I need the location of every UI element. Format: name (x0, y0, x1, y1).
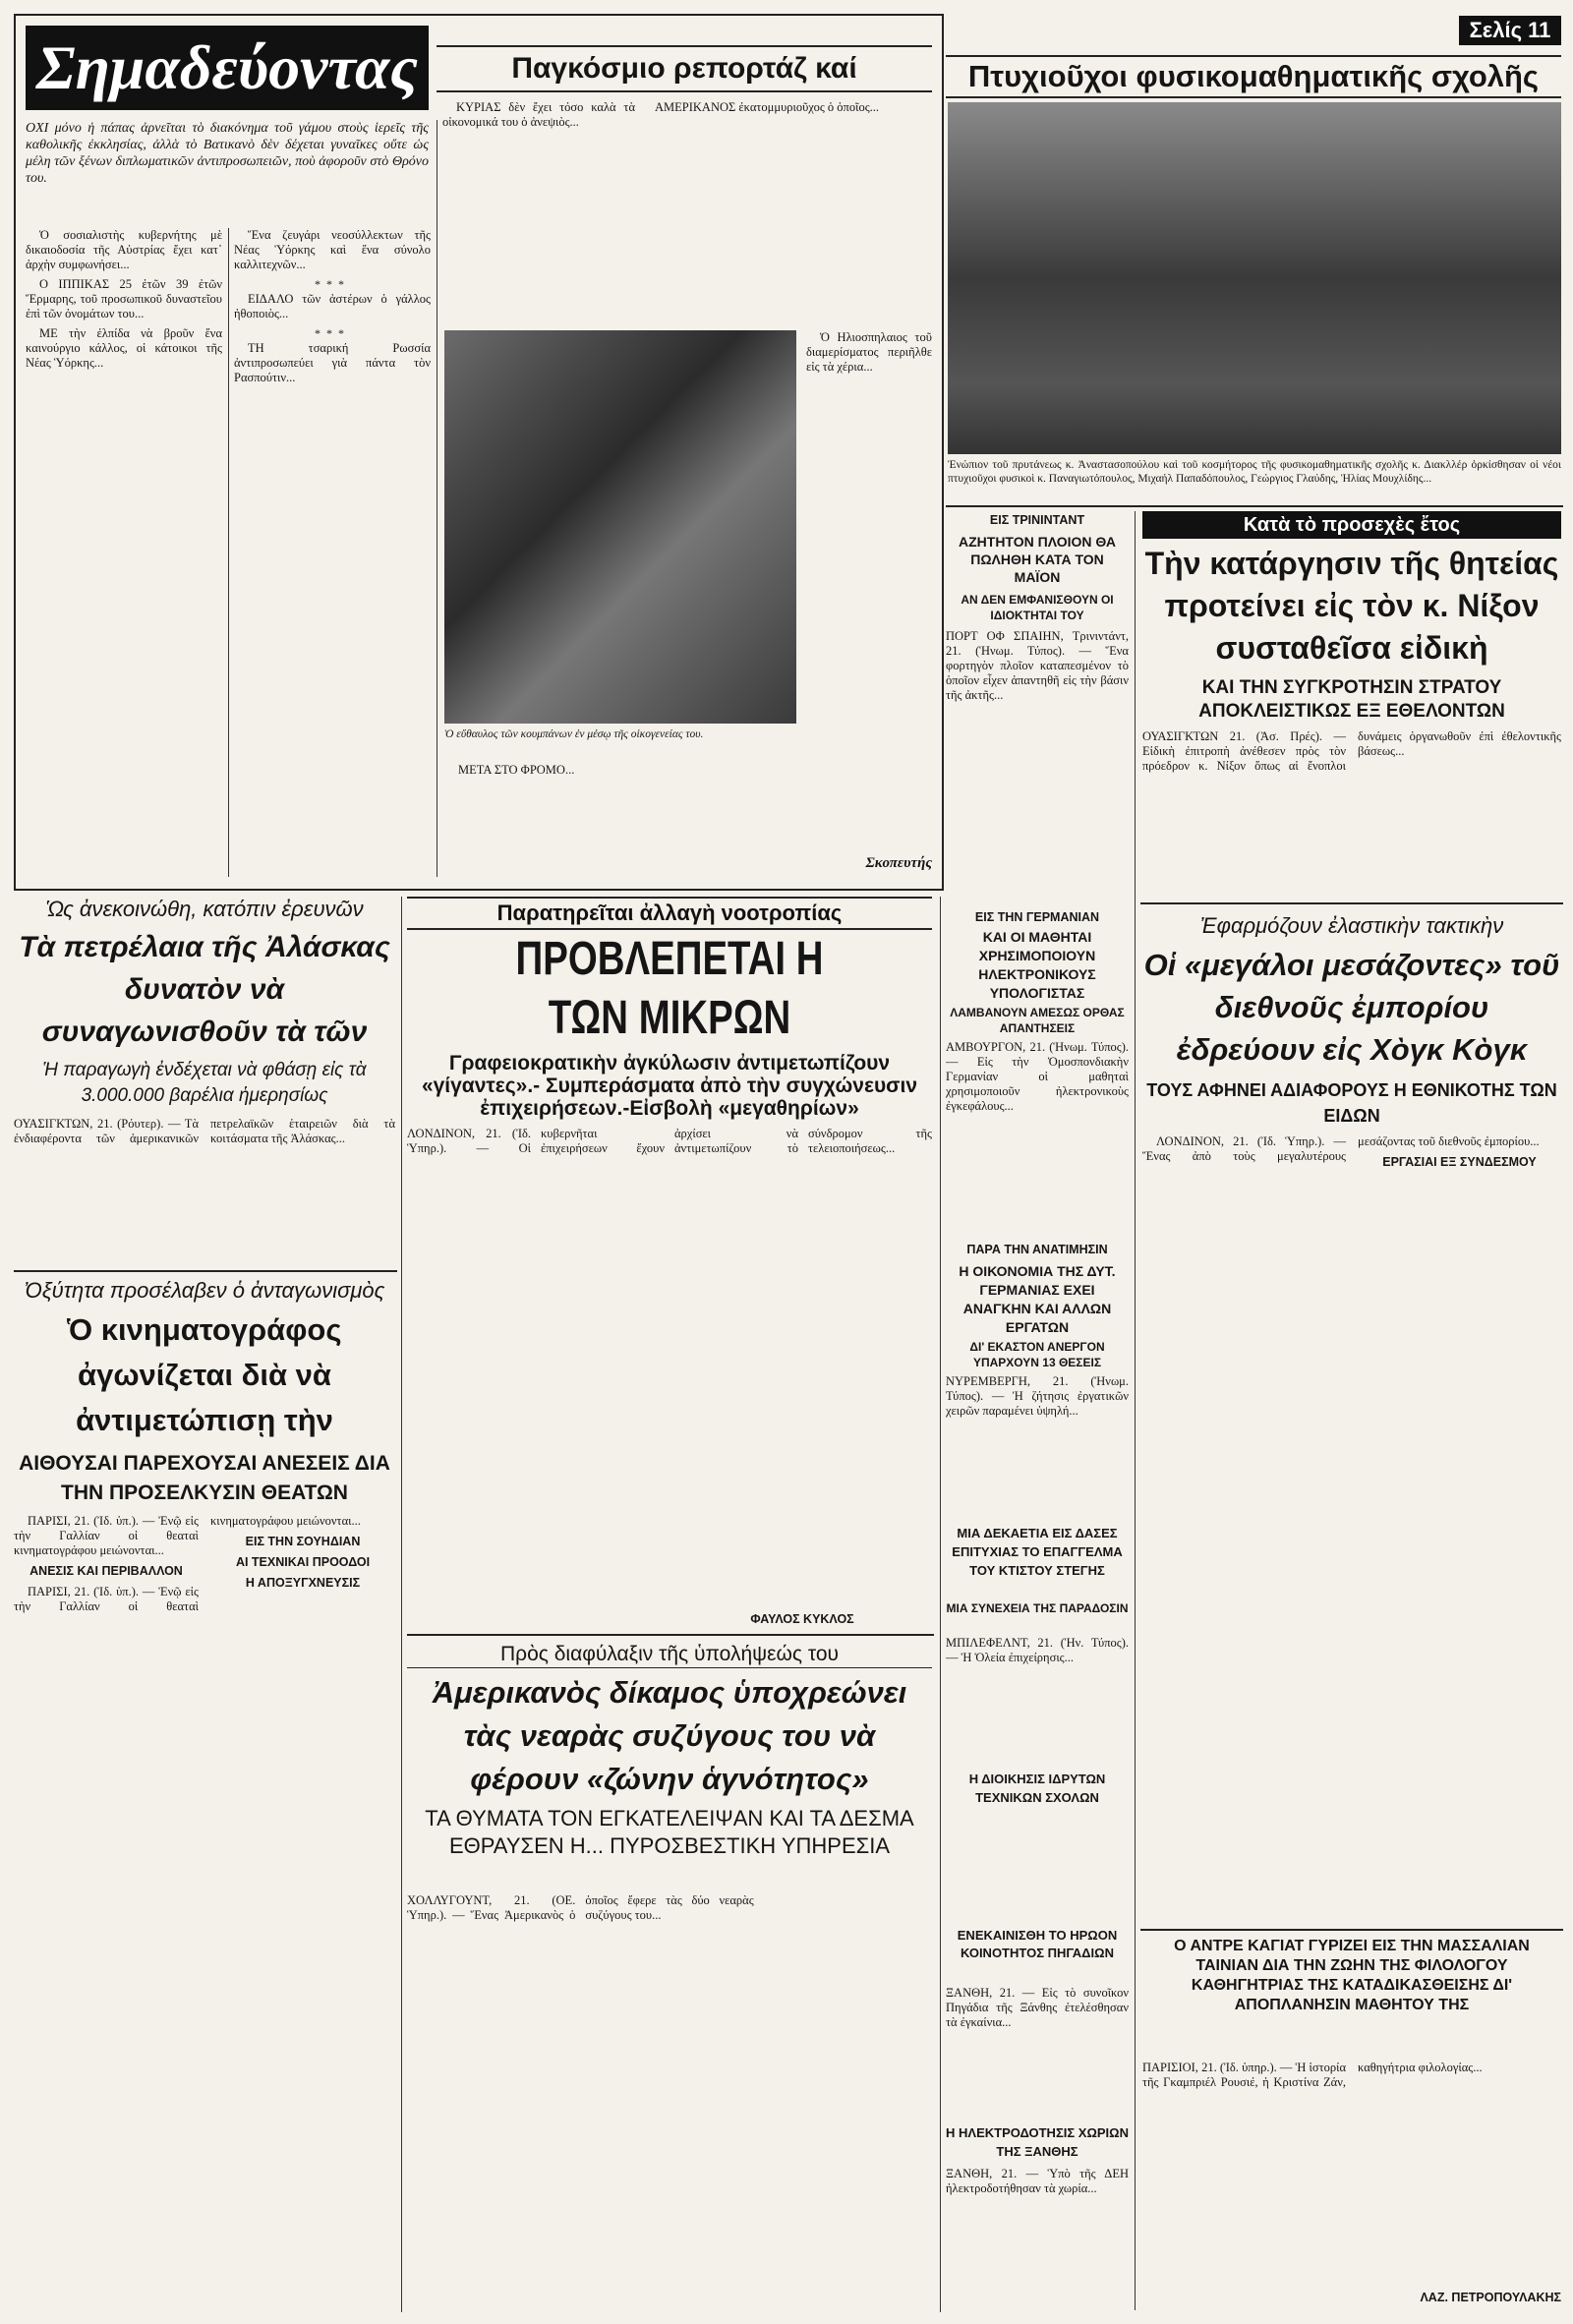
hongkong-body (1142, 1134, 1561, 1921)
electrification-headline: Η ΗΛΕΚΤΡΟΔΟΤΗΣΙΣ ΧΩΡΙΩΝ ΤΗΣ ΞΑΝΘΗΣ (946, 2125, 1129, 2159)
graduates-caption: Ἐνώπιον τοῦ πρυτάνεως κ. Ἀναστασοπούλου καὶ τοῦ κοσμήτορος τῆς φυσικομαθηματικῆς σχολῆς κ. Διακλλέρ ὁρκίσθησαν οἱ νέοι πτυχιοῦχοι φυσικοὶ κ. Παναγιωτόπουλος, Μιχαήλ Παπαδόπουλος, Γεώργιος Γλαύδης, Ἡλίας Μουχλίδης... (948, 459, 1561, 485)
monument-body: ΞΑΝΘΗ, 21. — Εἰς τὸ συνοῖκον Πηγάδια τῆς Ξάνθης ἐτελέσθησαν τὰ ἐγκαίνια... (946, 1986, 1129, 2029)
column-lead (26, 120, 429, 222)
column-col2 (234, 228, 431, 877)
column-col4 (641, 100, 932, 326)
family-photo (444, 330, 796, 724)
column-col6 (444, 763, 796, 857)
column-col3 (442, 100, 635, 326)
cinema-body-text: ΠΑΡΙΣΙ, 21. (Ἰδ. ὑπ.). — Ἐνῷ εἰς τὴν Γαλλίαν οἱ θεαταὶ κινηματογράφου μειώνονται... (14, 1514, 361, 1613)
column-col5 (806, 330, 932, 877)
business-subhead: Γραφειοκρατικὴν ἀγκύλωσιν ἀντιμετωπίζουν «γίγαντες».- Συμπεράσματα ἀπὸ τὴν συγχώνευσιν ἐπιχειρήσεων.-Εἰσβολὴ «μεγαθηρίων» (421, 1052, 918, 1120)
business-body: ΛΟΝΔΙΝΟΝ, 21. (Ἰδ. Ὑπηρ.). — Οἱ κυβερνῆται ἐπιχειρήσεων ἔχουν ἀρχίσει νὰ ἀντιμετωπίζουν τὸ σύνδρομον τῆς τελειοποιήσεως... (407, 1127, 932, 1155)
chastity-kicker: Πρὸς διαφύλαξιν τῆς ὑπολήψεώς του (407, 1642, 932, 1668)
germany-headline: ΚΑΙ ΟΙ ΜΑΘΗΤΑΙ ΧΡΗΣΙΜΟΠΟΙΟΥΝ ΗΛΕΚΤΡΟΝΙΚΟΥΣ ΥΠΟΛΟΓΙΣΤΑΣ (978, 929, 1096, 1001)
cinema-headline: Ὁ κινηματογράφος ἀγωνίζεται διὰ νὰ ἀντιμετώπισῃ τὴν (67, 1312, 342, 1437)
trinidad-body: ΠΟΡΤ ΟΦ ΣΠΑΙΗΝ, Τρινιντάντ, 21. (Ἡνωμ. Τύπος). — Ἕνα φορτηγὸν πλοῖον καταπεσμένον τὸ ὁποῖον εἶχεν ἀπαντηθῆ εἰς τὴν βάσιν τῆς ἀκτῆς... (946, 629, 1129, 702)
cinema-section-2: ΑΙ ΤΕΧΝΙΚΑΙ ΠΡΟΟΔΟΙ (235, 1555, 371, 1569)
column-para: ΜΕ τὴν ἐλπίδα νὰ βροῦν ἕνα καινούργιο κάλλος, οἱ κάτοικοι τῆς Νέας Ὑόρκης... (26, 326, 222, 370)
hongkong-body-text: ΛΟΝΔΙΝΟΝ, 21. (Ἰδ. Ὑπηρ.). — Ἕνας ἀπὸ τοὺς μεγαλυτέρους μεσάζοντας τοῦ διεθνοῦς ἐμπορίου... (1142, 1134, 1540, 1163)
germany-subhead-2: ΔΙ' ΕΚΑΣΤΟΝ ΑΝΕΡΓΟΝ ΥΠΑΡΧΟΥΝ 13 ΘΕΣΕΙΣ (969, 1340, 1105, 1369)
page-label: Σελίς 11 (1459, 16, 1561, 45)
roofer-headline: ΜΙΑ ΔΕΚΑΕΤΙΑ ΕΙΣ ΔΑΣΕΣ ΕΠΙΤΥΧΙΑΣ ΤΟ ΕΠΑΓΓΕΛΜΑ ΤΟΥ ΚΤΙΣΤΟΥ ΣΤΕΓΗΣ (952, 1526, 1123, 1578)
cinema-kicker: Ὀξύτητα προσέλαβεν ὁ ἀνταγωνισμὸς (24, 1278, 385, 1303)
massalia-headline: Ο ΑΝΤΡΕ ΚΑΓΙΑΤ ΓΥΡΙΖΕΙ ΕΙΣ ΤΗΝ ΜΑΣΣΑΛΙΑΝ ΤΑΙΝΙΑΝ ΔΙΑ ΤΗΝ ΖΩΗΝ ΤΗΣ ΦΙΛΟΛΟΓΟΥ ΚΑΘΗΓΗΤΡΙΑΣ ΤΗΣ ΚΑΤΑΔΙΚΑΣΘΕΙΣΗΣ ΔΙ' ΑΠΟΠΛΑΝΗΣΙΝ ΜΑΘΗΤΟΥ ΤΗΣ (1174, 1938, 1530, 2013)
business-kicker: Παρατηρεῖται ἀλλαγὴ νοοτροπίας (407, 897, 932, 930)
germany-headline-2: Η ΟΙΚΟΝΟΜΙΑ ΤΗΣ ΔΥΤ. ΓΕΡΜΑΝΙΑΣ ΕΧΕΙ ΑΝΑΓΚΗΝ ΚΑΙ ΑΛΛΩΝ ΕΡΓΑΤΩΝ (959, 1263, 1116, 1335)
roofer-body: ΜΠΙΛΕΦΕΛΝΤ, 21. (Ἡν. Τύπος). — Ἡ Ὁλεία ἐπιχείρησις... (946, 1636, 1129, 1664)
family-photo-caption: Ὁ εὔθαυλος τῶν κουμπάνων ἐν μέσῳ τῆς οἰκογενείας του. (444, 728, 704, 740)
nixon-kicker: Κατὰ τὸ προσεχὲς ἔτος (1142, 511, 1561, 539)
trinidad-subhead: ΑΝ ΔΕΝ ΕΜΦΑΝΙΣΘΟΥΝ ΟΙ ΙΔΙΟΚΤΗΤΑΙ ΤΟΥ (961, 593, 1114, 622)
hongkong-subhead: ΤΟΥΣ ΑΦΗΝΕΙ ΑΔΙΑΦΟΡΟΥΣ Η ΕΘΝΙΚΟΤΗΣ ΤΩΝ ΕΙΔΩΝ (1146, 1080, 1557, 1126)
electrification-body: ΞΑΝΘΗ, 21. — Ὑπὸ τῆς ΔΕΗ ἠλεκτροδοτήθησαν τὰ χωρία... (946, 2167, 1129, 2195)
cinema-section-3: Η ΑΠΟΞΥΓΧΝΕΥΣΙΣ (245, 1576, 361, 1590)
germany-body-2: ΝΥΡΕΜΒΕΡΓΗ, 21. (Ἡνωμ. Τύπος). — Ἡ ζήτησις ἐργατικῶν χειρῶν παραμένει ὑψηλή... (946, 1374, 1129, 1418)
nixon-body: ΟΥΑΣΙΓΚΤΩΝ 21. (Ἀσ. Πρές). — Εἰδικὴ ἐπιτροπὴ ἀνέθεσεν πρὸς τὸν πρόεδρον κ. Νίξον ὅπως αἱ ἔνοπλοι δυνάμεις ὀργανωθοῦν ἐπὶ ἐθελοντικῆς βάσεως... (1142, 729, 1561, 773)
column-subtitle: Παγκόσμιο ρεπορτάζ καί (437, 45, 932, 92)
column-col1 (26, 228, 222, 877)
column-para: ΜΕΤΑ ΣΤΟ ΦΡΟΜΟ... (458, 763, 575, 777)
column-title-text: Σημαδεύοντας (36, 32, 418, 102)
cinema-body-text: ΠΑΡΙΣΙ, 21. (Ἰδ. ὑπ.). — Ἐνῷ εἰς τὴν Γαλλίαν οἱ θεαταὶ κινηματογράφου μειώνονται... (14, 1514, 199, 1557)
hongkong-headline: Οἱ «μεγάλοι μεσάζοντες» τοῦ διεθνοῦς ἐμπορίου ἐδρεύουν εἰς Χὸγκ Κὸγκ (1143, 948, 1560, 1067)
cinema-section-1: ΑΝΕΣΙΣ ΚΑΙ ΠΕΡΙΒΑΛΛΟΝ (29, 1564, 183, 1578)
column-lead-text: ΟΧΙ μόνο ἡ πάπας ἀρνεῖται τὸ διακόνημα τοῦ γάμου στοὺς ἱερεῖς τῆς καθολικῆς ἐκκλησίας, ἀλλὰ τὸ Βατικανὸ δὲν δέχεται γυναῖκες οὔτε ὡς μέλη τῶν ξένων διπλωματικῶν ἀντιπροσωπειῶν, ποὺ ἀφοροῦν στὸ Θρόνο του. (26, 121, 429, 186)
monument-headline: ΕΝΕΚΑΙΝΙΣΘΗ ΤΟ ΗΡΩΟΝ ΚΟΙΝΟΤΗΤΟΣ ΠΗΓΑΔΙΩΝ (957, 1928, 1118, 1960)
chastity-subhead: ΤΑ ΘΥΜΑΤΑ ΤΟΝ ΕΓΚΑΤΕΛΕΙΨΑΝ ΚΑΙ ΤΑ ΔΕΣΜΑ ΕΘΡΑΥΣΕΝ Η... ΠΥΡΟΣΒΕΣΤΙΚΗ ΥΠΗΡΕΣΙΑ (425, 1806, 914, 1858)
column-para: Ἕνα ζευγάρι νεοσύλλεκτων τῆς Νέας Ὑόρκης καὶ ἕνα σύνολο καλλιτεχνῶν... (234, 228, 431, 271)
chastity-headline: Ἀμερικανὸς δίκαμος ὑποχρεώνει τὰς νεαρὰς συζύγους του νὰ φέρουν «ζώνην ἁγνότητος» (432, 1675, 907, 1796)
separator-stars: *** (315, 326, 350, 340)
roofer-subhead: ΜΙΑ ΣΥΝΕΧΕΙΑ ΤΗΣ ΠΑΡΑΔΟΣΙΝ (946, 1601, 1129, 1615)
nixon-headline: Τὴν κατάργησιν τῆς θητείας προτείνει εἰς τὸν κ. Νίξον συσταθεῖσα εἰδικὴ (1144, 546, 1559, 666)
alaska-kicker: Ὡς ἀνεκοινώθη, κατόπιν ἐρευνῶν (45, 897, 364, 921)
hongkong-kicker: Ἐφαρμόζουν ἐλαστικὴν τακτικὴν (1199, 913, 1504, 938)
graduates-photo (948, 102, 1561, 454)
business-headline-1: ΠΡΟΒΛΕΠΕΤΑΙ Η (515, 933, 824, 985)
cinema-subhead: ΑΙΘΟΥΣΑΙ ΠΑΡΕΧΟΥΣΑΙ ΑΝΕΣΕΙΣ ΔΙΑ ΤΗΝ ΠΡΟΣΕΛΚΥΣΙΝ ΘΕΑΤΩΝ (19, 1452, 390, 1504)
massalia-signature: ΛΑΖ. ΠΕΤΡΟΠΟΥΛΑΚΗΣ (1420, 2291, 1561, 2304)
column-para: ΕΙΔΑΛΟ τῶν ἀστέρων ὁ γάλλος ἠθοποιὸς... (234, 292, 431, 320)
germany-body: ΑΜΒΟΥΡΓΟΝ, 21. (Ἡνωμ. Τύπος). — Εἰς τὴν Ὁμοσπονδιακὴν Γερμανίαν οἱ μαθηταὶ χρησιμοποιοῦν ἠλεκτρονικοὺς ἐγκεφάλους... (946, 1040, 1129, 1113)
chastity-body: ΧΟΛΛΥΓΟΥΝΤ, 21. (ΟΕ. Ὑπηρ.). — Ἕνας Ἀμερικανὸς ὁ ὁποῖος ἔφερε τὰς δύο νεαρὰς συζύγους του... (407, 1893, 754, 1922)
cinema-body (14, 1514, 395, 2310)
germany-kicker-2: ΠΑΡΑ ΤΗΝ ΑΝΑΤΙΜΗΣΙΝ (966, 1243, 1108, 1256)
alaska-body: ΟΥΑΣΙΓΚΤΩΝ, 21. (Ρόυτερ). — Τὰ ἐνδιαφέροντα τῶν ἀμερικανικῶν πετρελαϊκῶν ἑταιρειῶν διὰ τὰ κοιτάσματα τῆς Ἀλάσκας... (14, 1117, 395, 1145)
column-signature: Σκοπευτής (865, 855, 932, 871)
column-para: Ὁ Ηλιοσπηλαιος τοῦ διαμερίσματος περιῆλθε εἰς τὰ χέρια... (806, 330, 932, 374)
germany-kicker: ΕΙΣ ΤΗΝ ΓΕΡΜΑΝΙΑΝ (974, 910, 1100, 924)
trinidad-headline: ΑΖΗΤΗΤΟΝ ΠΛΟΙΟΝ ΘΑ ΠΩΛΗΘΗ ΚΑΤΑ ΤΟΝ ΜΑΪΟΝ (959, 534, 1116, 585)
massalia-body: ΠΑΡΙΣΙΟΙ, 21. (Ἰδ. ὑπηρ.). — Ἡ ἱστορία τῆς Γκαμπριέλ Ρουσιέ, ἡ Κριστίνα Ζάν, καθηγήτρια φιλολογίας... (1142, 2061, 1483, 2089)
separator-stars: *** (315, 277, 350, 291)
column-para: Ὁ σοσιαλιστὴς κυβερνήτης μὲ δικαιοδοσία τῆς Αὐστρίας ἔχει κατ᾽ ἀρχὴν συμφωνήσει... (26, 228, 222, 271)
cinema-section-4: ΕΙΣ ΤΗΝ ΣΟΥΗΔΙΑΝ (245, 1535, 361, 1548)
hongkong-section: ΕΡΓΑΣΙΑΙ ΕΞ ΣΥΝΔΕΣΜΟΥ (1382, 1155, 1537, 1169)
trinidad-kicker: ΕΙΣ ΤΡΙΝΙΝΤΑΝΤ (989, 513, 1085, 527)
column-para: ΤΗ τσαρική Ρωσσία ἀντιπροσωπεύει γιὰ πάντα τὸν Ρασπούτιν... (234, 341, 431, 384)
column-para: ΚΥΡΙΑΣ δὲν ἔχει τόσο καλὰ τὰ οἰκονομικά του ὁ ἀνεψιὸς... (442, 100, 635, 129)
column-para: Ο ΙΠΠΙΚΑΣ 25 ἐτῶν 39 ἐτῶν Ἕρμαρης, τοῦ προσωπικοῦ δυναστεῖου ἐπὶ τῶν ὀνομάτων του... (26, 277, 222, 320)
alaska-headline: Τὰ πετρέλαια τῆς Ἀλάσκας δυνατὸν νὰ συναγωνισθοῦν τὰ τῶν (19, 931, 390, 1048)
column-para: ΑΜΕΡΙΚΑΝΟΣ ἐκατομμυριοῦχος ὁ ὁποῖος... (655, 100, 880, 114)
business-headline-2: ΤΩΝ ΜΙΚΡΩΝ (548, 992, 791, 1044)
business-signature: ΦΑΥΛΟΣ ΚΥΚΛΟΣ (750, 1612, 854, 1626)
schools-headline: Η ΔΙΟΙΚΗΣΙΣ ΙΔΡΥΤΩΝ ΤΕΧΝΙΚΩΝ ΣΧΟΛΩΝ (968, 1772, 1106, 1805)
physics-headline: Πτυχιοῦχοι φυσικομαθηματικῆς σχολῆς (946, 55, 1561, 98)
alaska-subhead: Ἡ παραγωγὴ ἐνδέχεται νὰ φθάσῃ εἰς τὰ 3.000.000 βαρέλια ἡμερησίως (42, 1060, 367, 1106)
nixon-subhead: ΚΑΙ ΤΗΝ ΣΥΓΚΡΟΤΗΣΙΝ ΣΤΡΑΤΟΥ ΑΠΟΚΛΕΙΣΤΙΚΩΣ ΕΞ ΕΘΕΛΟΝΤΩΝ (1198, 677, 1505, 722)
germany-subhead: ΛΑΜΒΑΝΟΥΝ ΑΜΕΣΩΣ ΟΡΘΑΣ ΑΠΑΝΤΗΣΕΙΣ (950, 1006, 1125, 1035)
